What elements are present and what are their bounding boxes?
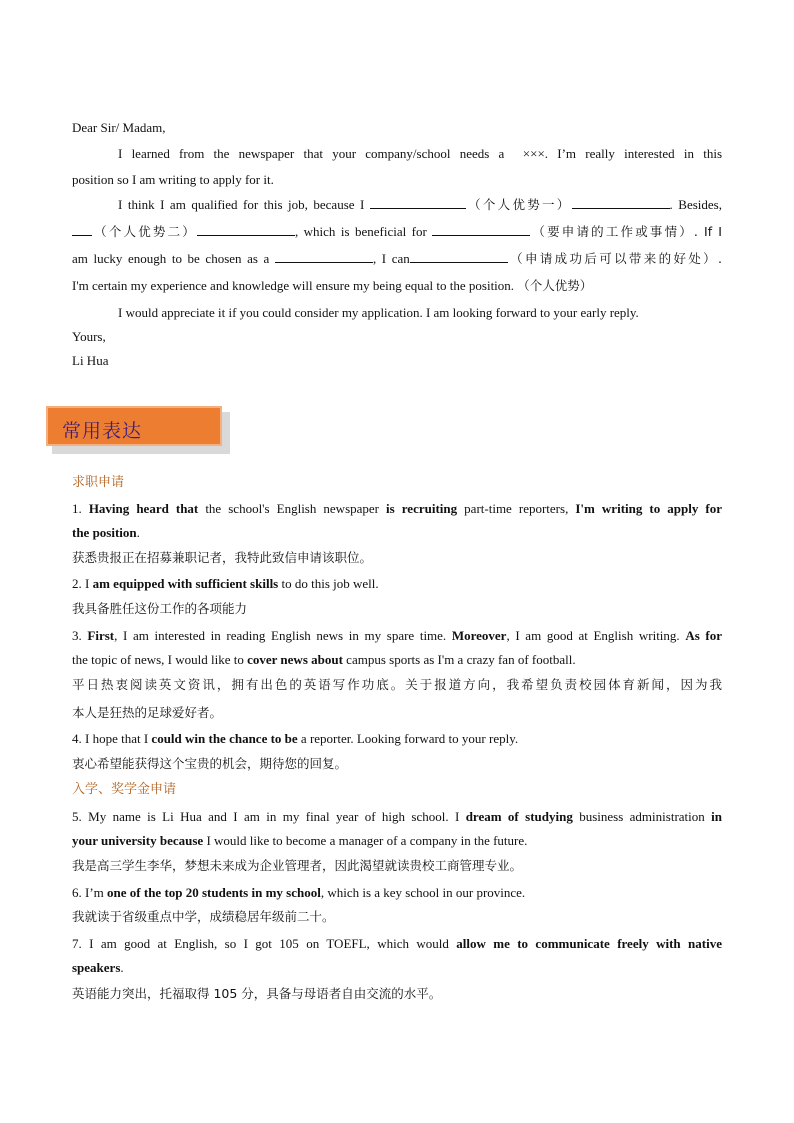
expression-item-3-line-2: the topic of news, I would like to cover news about campus sports as I'm a crazy fan of football. xyxy=(72,652,576,667)
letter-closing: Yours, xyxy=(72,329,106,344)
expression-item-7-line-1: 7. I am good at English, so I got 105 on TOEFL, which would allow me to communicate freely with native xyxy=(72,936,722,951)
expression-item-5-line-2: your university because I would like to become a manager of a company in the future. xyxy=(72,833,528,848)
expression-item-6-translation: 我就读于省级重点中学，成绩稳居年级前二十。 xyxy=(72,909,335,924)
banner-box xyxy=(46,406,222,446)
blank-line xyxy=(410,251,508,263)
letter-paragraph-2-line-2: （个人优势二） , which is beneficial for （要申请的工作或事情）. If I xyxy=(72,223,722,241)
expression-item-7-translation: 英语能力突出，托福取得 105 分，具备与母语者自由交流的水平。 xyxy=(72,986,442,1001)
expression-item-2: 2. I am equipped with sufficient skills to do this job well. xyxy=(72,576,379,591)
blank-line xyxy=(432,224,530,236)
letter-paragraph-2-line-3: am lucky enough to be chosen as a , I can （申请成功后可以带来的好处）. xyxy=(72,251,722,266)
letter-paragraph-2-line-1: I think I am qualified for this job, because I （个人优势一） . Besides, xyxy=(118,197,722,212)
blank-line xyxy=(370,197,466,209)
blank-line xyxy=(572,197,670,209)
expression-item-2-translation: 我具备胜任这份工作的各项能力 xyxy=(72,601,248,616)
expression-item-7-line-2: speakers. xyxy=(72,960,124,975)
blank-line xyxy=(197,224,295,236)
letter-paragraph-1-line-2: position so I am writing to apply for it. xyxy=(72,172,274,187)
letter-paragraph-2-line-4: I'm certain my experience and knowledge will ensure my being equal to the position. （个人优势） xyxy=(72,278,593,293)
banner-title: 常用表达 xyxy=(62,420,143,442)
letter-paragraph-1-line-1: I learned from the newspaper that your company/school needs a ×××. I’m really interested in this xyxy=(118,146,722,161)
expression-item-5-line-1: 5. My name is Li Hua and I am in my final year of high school. I dream of studying business administration in xyxy=(72,809,722,824)
expression-item-6: 6. I’m one of the top 20 students in my school, which is a key school in our province. xyxy=(72,885,526,900)
expression-item-3-translation-line-2: 本人是狂热的足球爱好者。 xyxy=(72,705,223,720)
letter-greeting: Dear Sir/ Madam, xyxy=(72,120,166,135)
expression-item-4-translation: 衷心希望能获得这个宝贵的机会，期待您的回复。 xyxy=(72,756,348,771)
expression-item-1-line-1: 1. Having heard that the school's English newspaper is recruiting part-time reporters, I'm writing to apply for xyxy=(72,501,723,516)
expression-item-3-line-1: 3. First, I am interested in reading English news in my spare time. Moreover, I am good at English writing. As for xyxy=(72,628,722,643)
blank-line xyxy=(72,224,92,236)
expression-item-1-line-2: the position. xyxy=(72,525,140,540)
expression-item-5-translation: 我是高三学生李华，梦想未来成为企业管理者，因此渴望就读贵校工商管理专业。 xyxy=(72,858,523,873)
section-label-school-application: 入学、奖学金申请 xyxy=(72,782,177,797)
expression-item-1-translation: 获悉贵报正在招募兼职记者，我特此致信申请该职位。 xyxy=(72,550,373,565)
section-banner xyxy=(46,406,230,454)
expression-item-3-translation-line-1: 平日热衷阅读英文资讯，拥有出色的英语写作功底。关于报道方向，我希望负责校园体育新闻，因为我 xyxy=(72,677,722,692)
section-label-job-application: 求职申请 xyxy=(72,475,125,490)
expression-item-4: 4. I hope that I could win the chance to be a reporter. Looking forward to your reply. xyxy=(72,731,519,746)
letter-paragraph-3: I would appreciate it if you could consider my application. I am looking forward to your early reply. xyxy=(118,305,639,320)
blank-line xyxy=(275,251,373,263)
letter-signature: Li Hua xyxy=(72,353,109,368)
